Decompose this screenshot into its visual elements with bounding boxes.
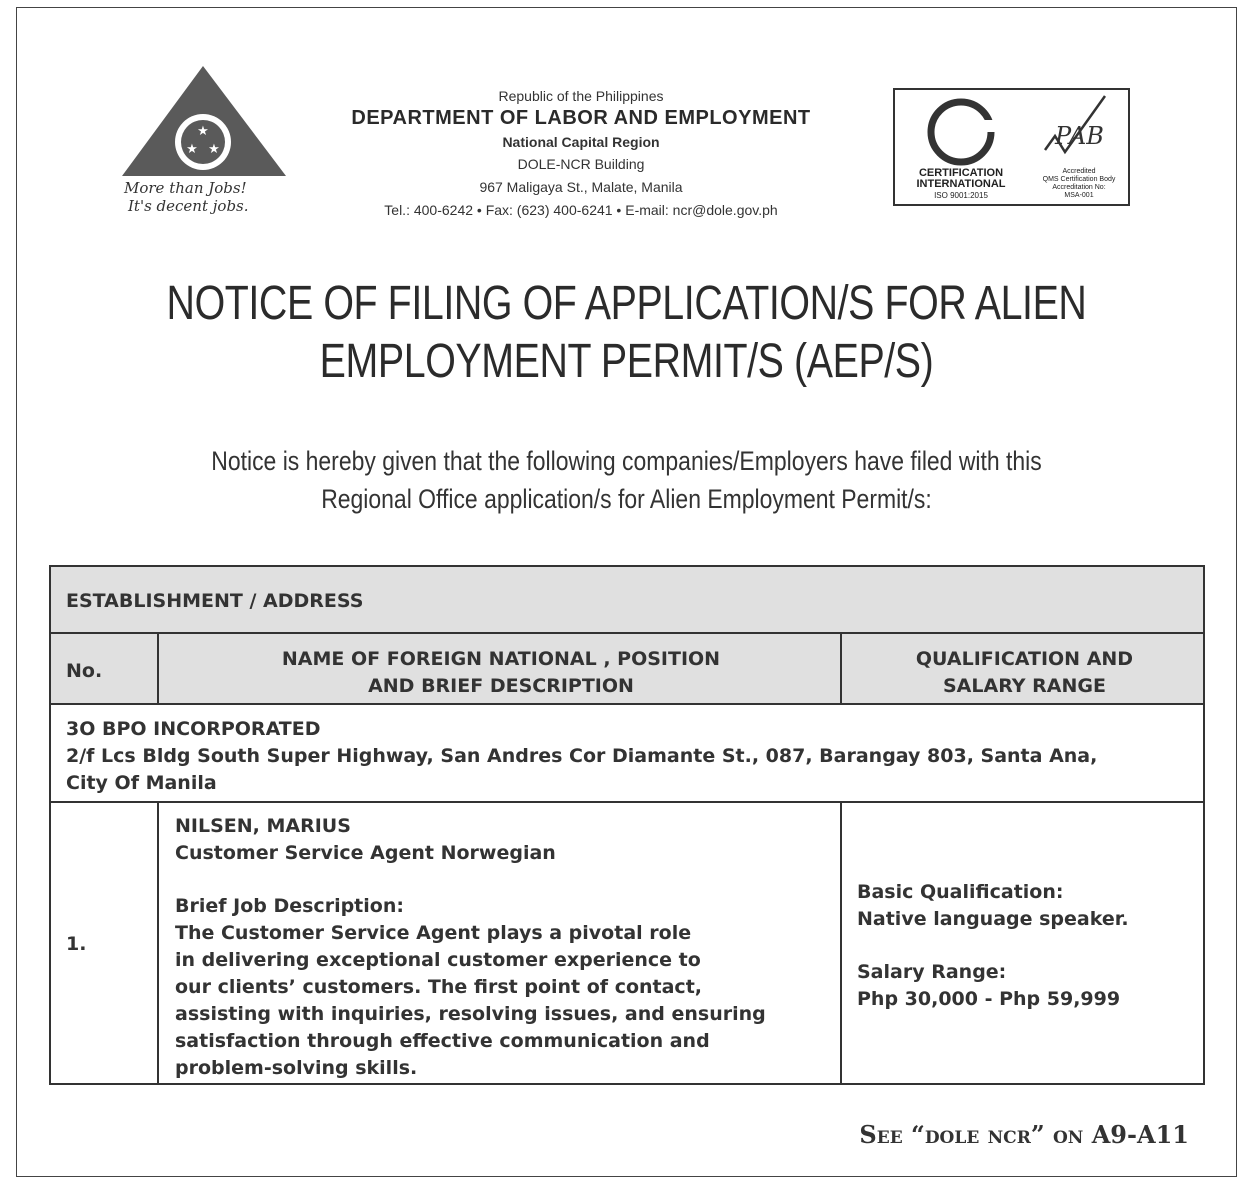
company-name: 3O BPO INCORPORATED <box>66 718 321 740</box>
job-description-label: Brief Job Description: <box>175 895 404 917</box>
logo-tagline <box>124 179 249 215</box>
column-header-row <box>51 634 1203 705</box>
cert-line-2: INTERNATIONAL <box>916 178 1006 190</box>
position-title: Customer Service Agent Norwegian <box>175 842 556 864</box>
svg-text:PAB: PAB <box>1055 122 1104 150</box>
entry-description <box>175 813 766 1082</box>
qualification-label: Basic Qualification: <box>857 881 1064 903</box>
building-name: DOLE-NCR Building <box>517 156 645 172</box>
job-description-line: assisting with inquiries, resolving issues, and ensuring <box>175 1003 766 1025</box>
job-description-line: The Customer Service Agent plays a pivotal role <box>175 922 692 944</box>
job-description-line: our clients’ customers. The first point of contact, <box>175 976 702 998</box>
qualification-value: Native language speaker. <box>857 908 1129 930</box>
col-no-header: No. <box>66 660 103 682</box>
region-name: National Capital Region <box>502 134 660 150</box>
notice-intro <box>128 442 1125 518</box>
title-line-2: EMPLOYMENT PERMIT/S (AEP/S) <box>319 335 934 388</box>
svg-text:★: ★ <box>186 142 198 157</box>
job-description-line: in delivering exceptional customer experience to <box>175 949 701 971</box>
pab-line-3: Accreditation No: <box>1052 184 1106 191</box>
job-description-line: satisfaction through effective communication and <box>175 1030 710 1052</box>
column-divider <box>840 634 842 705</box>
column-divider <box>157 634 159 705</box>
col-name-header <box>161 646 841 700</box>
pab-line-2: QMS Certification Body <box>1042 176 1116 183</box>
company-address-line-1: 2/f Lcs Bldg South Super Highway, San Andres Cor Diamante St., 087, Barangay 803, Santa Ana, <box>66 745 1098 767</box>
svg-text:★: ★ <box>197 124 209 139</box>
pab-accreditation-icon <box>1045 96 1105 152</box>
department-name: DEPARTMENT OF LABOR AND EMPLOYMENT <box>351 107 811 129</box>
agency-address: 967 Maligaya St., Malate, Manila <box>479 179 683 195</box>
col-name-header-line-1: NAME OF FOREIGN NATIONAL , POSITION <box>281 648 721 670</box>
cert-line-3: ISO 9001:2015 <box>934 191 988 200</box>
col-name-header-line-2: AND BRIEF DESCRIPTION <box>368 675 634 697</box>
agency-header <box>300 87 862 222</box>
pab-line-4: MSA-001 <box>1064 192 1094 199</box>
job-description-line: problem-solving skills. <box>175 1057 418 1079</box>
establishment-header: ESTABLISHMENT / ADDRESS <box>66 590 364 612</box>
cert-line-1: CERTIFICATION <box>918 167 1004 179</box>
applications-table <box>49 565 1205 1085</box>
column-divider <box>157 803 159 1085</box>
company-info <box>66 716 1097 797</box>
tagline-line-1: More than Jobs! <box>124 179 247 197</box>
entry-number: 1. <box>66 933 87 955</box>
company-row <box>51 705 1203 803</box>
pab-line-1: Accredited <box>1062 168 1096 175</box>
agency-contact: Tel.: 400-6242 • Fax: (623) 400-6241 • E-mail: ncr@dole.gov.ph <box>384 202 778 218</box>
tagline-line-2: It's decent jobs. <box>128 197 249 215</box>
col-qual-header-line-2: SALARY RANGE <box>943 675 1106 697</box>
svg-text:★: ★ <box>208 142 220 157</box>
notice-title <box>146 275 1108 391</box>
entry-qualification <box>857 879 1129 1013</box>
company-address-line-2: City Of Manila <box>66 772 217 794</box>
certification-box <box>893 88 1130 206</box>
certification-ring-icon <box>931 102 1001 162</box>
certification-text <box>901 168 1021 201</box>
establishment-header-row <box>51 567 1203 634</box>
column-divider <box>840 803 842 1085</box>
title-line-1: NOTICE OF FILING OF APPLICATION/S FOR ALIEN <box>166 277 1087 330</box>
col-qual-header <box>844 646 1205 700</box>
see-more-note: See “dole ncr” on A9-A11 <box>859 1120 1189 1149</box>
col-qual-header-line-1: QUALIFICATION AND <box>915 648 1134 670</box>
foreign-national-name: NILSEN, MARIUS <box>175 815 351 837</box>
pab-text <box>1029 168 1129 200</box>
salary-value: Php 30,000 - Php 59,999 <box>857 988 1121 1010</box>
salary-label: Salary Range: <box>857 961 1007 983</box>
intro-line-1: Notice is hereby given that the following companies/Employers have filed with this <box>211 446 1042 476</box>
republic-label: Republic of the Philippines <box>498 88 664 104</box>
intro-line-2: Regional Office application/s for Alien Employment Permit/s: <box>321 484 932 514</box>
